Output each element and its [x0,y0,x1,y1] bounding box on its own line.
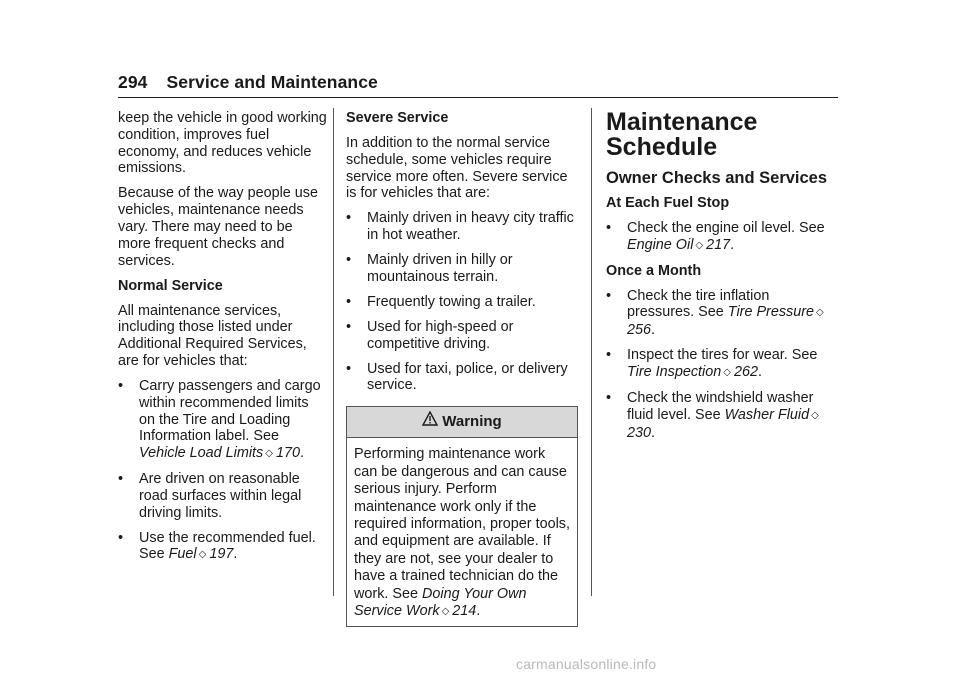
page-ref-icon: ◇ [198,549,207,561]
warning-title: Warning [442,413,502,431]
list-item: • Inspect the tires for wear. See Tire Inspection ◇ 262. [606,347,818,380]
page-reference[interactable]: 197 [209,546,234,563]
watermark: carmanualsonline.info [516,656,657,672]
subheading-once-a-month: Once a Month [606,262,702,279]
bullet-icon: • [606,389,612,406]
page-ref-icon: ◇ [265,448,273,460]
subheading-normal-service: Normal Service [118,277,223,294]
column-divider [333,108,334,596]
warning-body: Performing maintenance work can be dangerous and can cause serious injury. Perform maintenance work only if the required information, proper tools, and equipment are available. If they are not, see your dealer to have a trained technician do the work. See Doing Your Own Service Work ◇ 214. [354,446,570,619]
section-heading-maintenance-schedule: Maintenance Schedule [606,108,758,161]
page-reference[interactable]: 262 [733,363,758,380]
list-item: • Are driven on reasonable road surfaces within legal driving limits. [118,471,302,521]
bullet-icon: • [606,219,612,236]
bullet-icon: • [346,360,352,377]
list-item: • Check the windshield washer fluid level. See Washer Fluid ◇230. [606,389,819,441]
page-ref-icon: ◇ [441,605,450,617]
page-reference[interactable]: 230 [627,424,652,441]
list-item: • Used for high-speed or competitive driving. [346,318,514,352]
bullet-icon: • [606,287,612,304]
page-ref-icon: ◇ [723,366,731,378]
cross-reference-link[interactable]: Vehicle Load Limits [139,445,264,462]
page-ref-icon: ◇ [811,409,819,421]
warning-header [347,407,577,438]
column-2 [346,110,578,627]
bullet-icon: • [346,210,352,227]
page-ref-icon: ◇ [816,307,824,319]
warning-box [346,406,578,627]
bullet-icon: • [606,347,612,364]
column-divider [591,108,592,596]
header-rule [118,97,838,98]
paragraph: keep the vehicle in good working condition, improves fuel economy, and reduces vehicle emissions. [118,110,327,177]
subsection-heading: Owner Checks and Services [606,169,828,187]
page-number: 294 [118,72,148,92]
bullet-icon: • [118,529,124,546]
subheading-severe-service: Severe Service [346,110,449,126]
page-header [118,72,378,93]
cross-reference-link[interactable]: Doing Your Own Service Work [354,585,527,619]
bullet-icon: • [118,377,124,394]
column-1 [118,110,328,572]
page-reference[interactable]: 256 [627,322,652,339]
cross-reference-link[interactable]: Tire Pressure [727,304,815,321]
paragraph: All maintenance services, including those listed under Additional Required Services, are for vehicles that: [118,302,307,369]
cross-reference-link[interactable]: Tire Inspection [627,363,722,380]
bullet-icon: • [346,318,352,335]
list-item: • Frequently towing a trailer. [346,293,536,310]
list-item: • Carry passengers and cargo within recommended limits on the Tire and Loading Information label. See Vehicle Load Limits ◇ 170. [118,377,321,462]
list-item: • Check the tire inflation pressures. See Tire Pressure ◇256. [606,287,824,339]
warning-triangle-icon [422,407,438,437]
cross-reference-link[interactable]: Washer Fluid [724,406,810,423]
page-ref-icon: ◇ [695,239,704,251]
bullet-icon: • [346,252,352,269]
list-item: • Check the engine oil level. See Engine Oil ◇ 217. [606,219,825,253]
paragraph: Because of the way people use vehicles, maintenance needs vary. There may need to be more frequent checks and services. [118,185,319,269]
list-item: • Used for taxi, police, or delivery service. [346,360,568,394]
cross-reference-link[interactable]: Fuel [168,546,197,563]
subheading-fuel-stop: At Each Fuel Stop [606,194,730,211]
bullet-icon: • [118,471,124,488]
section-title: Service and Maintenance [166,72,378,92]
paragraph: In addition to the normal service schedule, some vehicles require service more often. Severe service is for vehicles that are: [346,134,568,202]
page-reference[interactable]: 214 [452,602,477,619]
bullet-icon: • [346,293,352,310]
page-reference[interactable]: 217 [706,236,731,253]
page-reference[interactable]: 170 [275,445,300,462]
cross-reference-link[interactable]: Engine Oil [627,236,694,253]
column-3 [606,110,838,449]
list-item: • Mainly driven in hilly or mountainous terrain. [346,252,513,285]
list-item: • Mainly driven in heavy city traffic in hot weather. [346,210,574,244]
list-item: • Use the recommended fuel. See Fuel ◇ 197. [118,529,316,563]
